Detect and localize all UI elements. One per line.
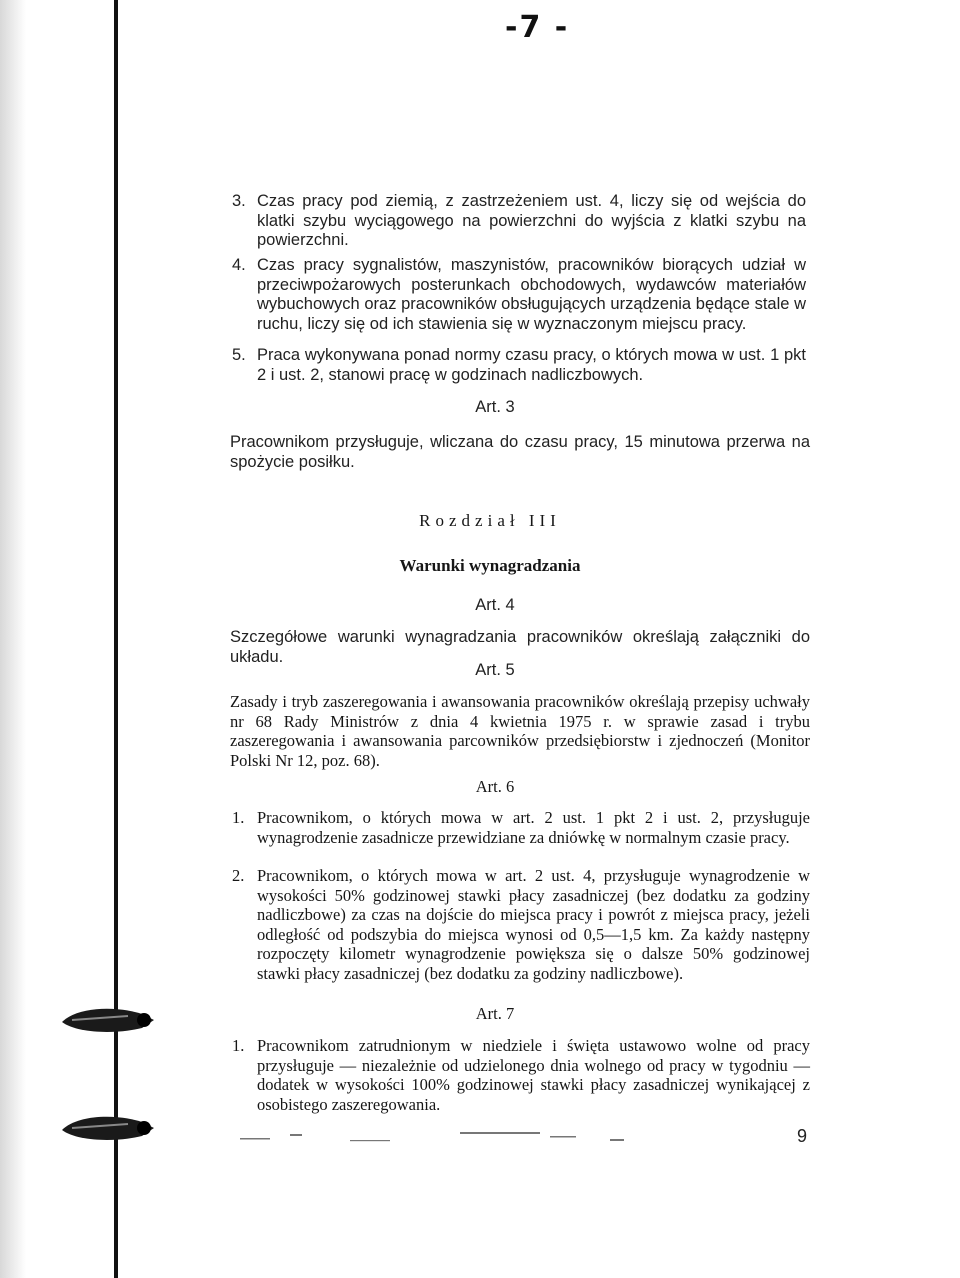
section-4	[232, 256, 806, 334]
item-text: Pracownikom, o których mowa w art. 2 ust. 4, przysługuje wynagrodzenie w wysokości 50% godzinowej stawki płacy zasadniczej (bez dodatku za godziny nadliczbowe) za czas na dojście do miejsca pracy i powrót z miejsca pracy, jeżeli odległość od podszybia do miejsca wynosi od 0,5—1,5 km. Za każdy następny rozpoczęty kilometr wynagrodzenie powiększa się o dalsze 50% godzinowej stawki płacy zasadniczej (bez dodatku za godziny nadliczbowe).	[257, 866, 810, 983]
handwritten-page-mark: -7 -	[505, 10, 570, 45]
article-6-heading: Art. 6	[475, 777, 515, 796]
item-number: 1.	[232, 808, 245, 827]
article-3-heading: Art. 3	[475, 398, 515, 416]
item-number: 1.	[232, 1036, 245, 1055]
article-7-item-1	[232, 1036, 810, 1114]
chapter-title: Rozdział III	[419, 511, 561, 530]
article-3-text: Pracownikom przysługuje, wliczana do czasu pracy, 15 minutowa przerwa na spożycie posiłku.	[230, 433, 810, 471]
section-text: Czas pracy sygnalistów, maszynistów, pracowników biorących udział w przeciwpożarowych posterunkach obchodowych, wydawców materiałów wybuchowych oraz pracowników obsługujących urządzenia będące stale w ruchu, liczy się od ich stawienia się w wyznaczonym miejscu pracy.	[257, 256, 806, 333]
article-6-item-1	[232, 808, 810, 847]
section-text: Praca wykonywana ponad normy czasu pracy, o których mowa w ust. 1 pkt 2 i ust. 2, stanowi pracę w godzinach nadliczbowych.	[257, 346, 806, 384]
item-text: Pracownikom zatrudnionym w niedziele i święta ustawowo wolne od pracy przysługuje — niezależnie od udzielonego dnia wolnego od pracy w tygodniu — dodatek w wysokości 100% godzinowej stawki płacy zasadniczej wynikającej z osobistego zaszeregowania.	[257, 1036, 810, 1114]
section-3	[232, 192, 806, 251]
section-5	[232, 346, 806, 385]
item-number: 2.	[232, 866, 245, 885]
binder-clip-icon	[58, 1108, 158, 1148]
article-4-heading: Art. 4	[475, 596, 515, 614]
scan-noise	[230, 1126, 790, 1146]
article-6-item-2	[232, 866, 810, 983]
section-number: 4.	[232, 256, 246, 274]
section-number: 5.	[232, 346, 246, 364]
binding-edge	[0, 0, 118, 1278]
binding-rule	[114, 0, 118, 1278]
article-5-heading: Art. 5	[475, 661, 515, 679]
article-5-text: Zasady i tryb zaszeregowania i awansowania pracowników określają przepisy uchwały nr 68 Rady Ministrów z dnia 4 kwietnia 1975 r. w sprawie zasad i trybu zaszeregowania i awansowania parcowników przedsiębiorstw i zjednoczeń (Monitor Polski Nr 12, poz. 68).	[230, 692, 810, 770]
page-number: 9	[797, 1126, 808, 1146]
article-7-heading: Art. 7	[475, 1004, 515, 1023]
section-text: Czas pracy pod ziemią, z zastrzeżeniem ust. 4, liczy się od wejścia do klatki szybu wyciągowego na powierzchni do wyjścia z klatki szybu na powierzchni.	[257, 192, 806, 249]
chapter-subtitle: Warunki wynagradzania	[399, 556, 581, 575]
article-4-text: Szczegółowe warunki wynagradzania pracowników określają załączniki do układu.	[230, 628, 810, 666]
item-text: Pracownikom, o których mowa w art. 2 ust. 1 pkt 2 i ust. 2, przysługuje wynagrodzenie zasadnicze przewidziane za dniówkę w normalnym czasie pracy.	[257, 808, 810, 847]
binding-shadow	[0, 0, 26, 1278]
section-number: 3.	[232, 192, 246, 210]
